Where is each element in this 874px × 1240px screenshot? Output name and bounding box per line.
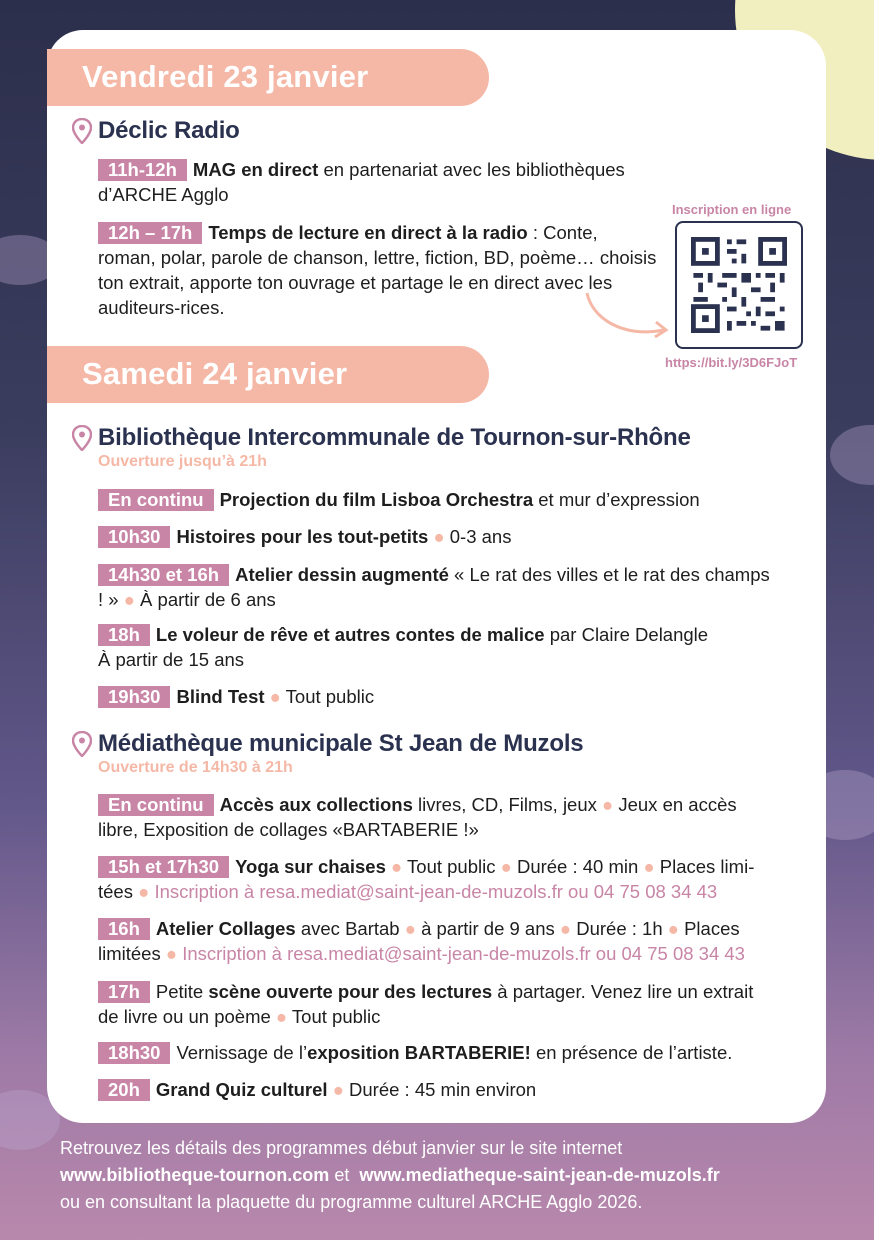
time-tag: 12h – 17h	[98, 222, 202, 244]
event-text: Durée : 40 min	[516, 856, 644, 877]
event-text: Tout public	[285, 686, 375, 707]
event-item	[98, 622, 778, 672]
venue-heading	[72, 117, 240, 145]
event-text: livres, CD, Films, jeux	[412, 794, 603, 815]
venue-heading	[72, 424, 691, 452]
venue-heading	[72, 730, 583, 758]
event-item	[98, 854, 778, 904]
time-tag: 18h	[98, 624, 150, 646]
event-text: Jeux en accès libre, Exposition de collages «BARTABERIE !»	[98, 794, 737, 840]
event-text: « Le rat des villes et le rat des champs ! »	[98, 564, 770, 610]
event-audience: À partir de 6 ans	[134, 589, 276, 610]
qr-label: Inscription en ligne	[672, 202, 792, 217]
event-title: MAG en direct	[192, 159, 319, 180]
website-link-tournon[interactable]: www.bibliotheque-tournon.com	[60, 1165, 330, 1185]
event-text: Durée : 45 min environ	[349, 1079, 537, 1100]
event-text: 0-3 ans	[449, 526, 512, 547]
day-title: Vendredi 23 janvier	[82, 59, 369, 94]
event-title: Le voleur de rêve et autres contes de malice	[155, 624, 545, 645]
venue-name: Bibliothèque Intercommunale de Tournon-sur-Rhône	[98, 424, 691, 451]
footer-text	[60, 1135, 840, 1216]
event-item	[98, 916, 778, 966]
opening-hours: Ouverture jusqu’à 21h	[98, 453, 267, 470]
time-tag: 11h-12h	[98, 159, 187, 181]
time-tag: 19h30	[98, 686, 170, 708]
event-text: et mur d’expression	[533, 489, 700, 510]
event-text: à partir de 9 ans	[421, 918, 560, 939]
event-text: Vernissage de l’	[176, 1042, 308, 1063]
footer-line: ou en consultant la plaquette du programme culturel ARCHE Agglo 2026.	[60, 1192, 643, 1212]
event-item	[98, 979, 778, 1029]
event-text: en présence de l’artiste.	[530, 1042, 733, 1063]
event-title: exposition BARTABERIE!	[307, 1042, 531, 1063]
event-title: scène ouverte pour des lectures	[208, 981, 493, 1002]
time-tag: 15h et 17h30	[98, 856, 229, 878]
registration-link[interactable]: Inscription à resa.mediat@saint-jean-de-muzols.fr ou 04 75 08 34 43	[182, 943, 745, 964]
event-title: Temps de lecture en direct à la radio	[208, 222, 528, 243]
event-audience: Tout public	[291, 1006, 381, 1027]
time-tag: 18h30	[98, 1042, 170, 1064]
event-text: Petite	[155, 981, 209, 1002]
bullet-dot: ●	[269, 686, 281, 707]
event-title: Yoga sur chaises	[235, 856, 386, 877]
footer-links	[60, 1162, 840, 1189]
event-text: en partenariat avec les bibliothèques d’ARCHE Agglo	[98, 159, 625, 205]
event-title: Accès aux collections	[219, 794, 413, 815]
event-item	[98, 487, 778, 512]
event-item	[98, 524, 778, 549]
event-item	[98, 157, 658, 207]
time-tag: 10h30	[98, 526, 170, 548]
bullet-dot: ●	[500, 856, 512, 877]
event-text: avec Bartab	[295, 918, 405, 939]
day-title: Samedi 24 janvier	[82, 356, 348, 391]
location-pin-icon	[72, 731, 92, 757]
footer-line: Retrouvez les détails des programmes début janvier sur le site internet	[60, 1138, 623, 1158]
event-audience: À partir de 15 ans	[98, 649, 245, 670]
bullet-dot: ●	[138, 881, 150, 902]
event-item	[98, 220, 658, 320]
footer-and: et	[329, 1165, 360, 1185]
bullet-dot: ●	[559, 918, 572, 939]
event-item	[98, 562, 778, 612]
event-text: par Claire Delangle	[544, 624, 709, 645]
bullet-dot: ●	[433, 526, 445, 547]
opening-hours: Ouverture de 14h30 à 21h	[98, 759, 293, 776]
event-item	[98, 792, 778, 842]
event-text: Durée : 1h	[576, 918, 668, 939]
location-pin-icon	[72, 118, 92, 144]
registration-link[interactable]: Inscription à resa.mediat@saint-jean-de-muzols.fr ou 04 75 08 34 43	[154, 881, 718, 902]
time-tag: 14h30 et 16h	[98, 564, 229, 586]
day-banner	[47, 49, 489, 106]
event-title: Atelier Collages	[155, 918, 296, 939]
program-card	[47, 30, 826, 1123]
event-title: Projection du film Lisboa Orchestra	[219, 489, 534, 510]
bullet-dot: ●	[275, 1006, 288, 1027]
bullet-dot: ●	[404, 918, 416, 939]
event-text: Tout public	[407, 856, 501, 877]
event-text: à partager. Venez lire un extrait de livre ou un poème	[98, 981, 754, 1027]
bullet-dot: ●	[165, 943, 178, 964]
day-banner	[47, 346, 489, 403]
time-tag: 20h	[98, 1079, 150, 1101]
event-title: Blind Test	[176, 686, 265, 707]
arrow-icon	[582, 288, 672, 338]
event-text: : Conte, roman, polar, parole de chanson, lettre, fiction, BD, poème… choisis ton extrait, apporte ton ouvrage et partage le en direct avec les auditeurs-rices.	[98, 222, 657, 318]
event-title: Histoires pour les tout-petits	[176, 526, 429, 547]
bullet-dot: ●	[391, 856, 403, 877]
event-item	[98, 1040, 778, 1065]
cloud-decoration	[830, 425, 874, 485]
website-link-muzols[interactable]: www.mediatheque-saint-jean-de-muzols.fr	[359, 1165, 720, 1185]
time-tag: En continu	[98, 794, 214, 816]
event-item	[98, 684, 778, 709]
time-tag: En continu	[98, 489, 214, 511]
event-title: Atelier dessin augmenté	[235, 564, 449, 585]
location-pin-icon	[72, 425, 92, 451]
qr-code-icon[interactable]	[675, 221, 803, 349]
event-title: Grand Quiz culturel	[155, 1079, 328, 1100]
event-text: Places limitées	[98, 856, 755, 902]
bullet-dot: ●	[123, 589, 135, 610]
venue-name: Médiathèque municipale St Jean de Muzols	[98, 730, 584, 757]
bullet-dot: ●	[602, 794, 614, 815]
event-text: Places limitées	[98, 918, 740, 964]
time-tag: 17h	[98, 981, 150, 1003]
time-tag: 16h	[98, 918, 150, 940]
event-item	[98, 1077, 778, 1102]
venue-name: Déclic Radio	[98, 117, 240, 144]
bullet-dot: ●	[332, 1079, 344, 1100]
bullet-dot: ●	[643, 856, 655, 877]
qr-url[interactable]: https://bit.ly/3D6FJoT	[665, 355, 798, 370]
bullet-dot: ●	[667, 918, 679, 939]
